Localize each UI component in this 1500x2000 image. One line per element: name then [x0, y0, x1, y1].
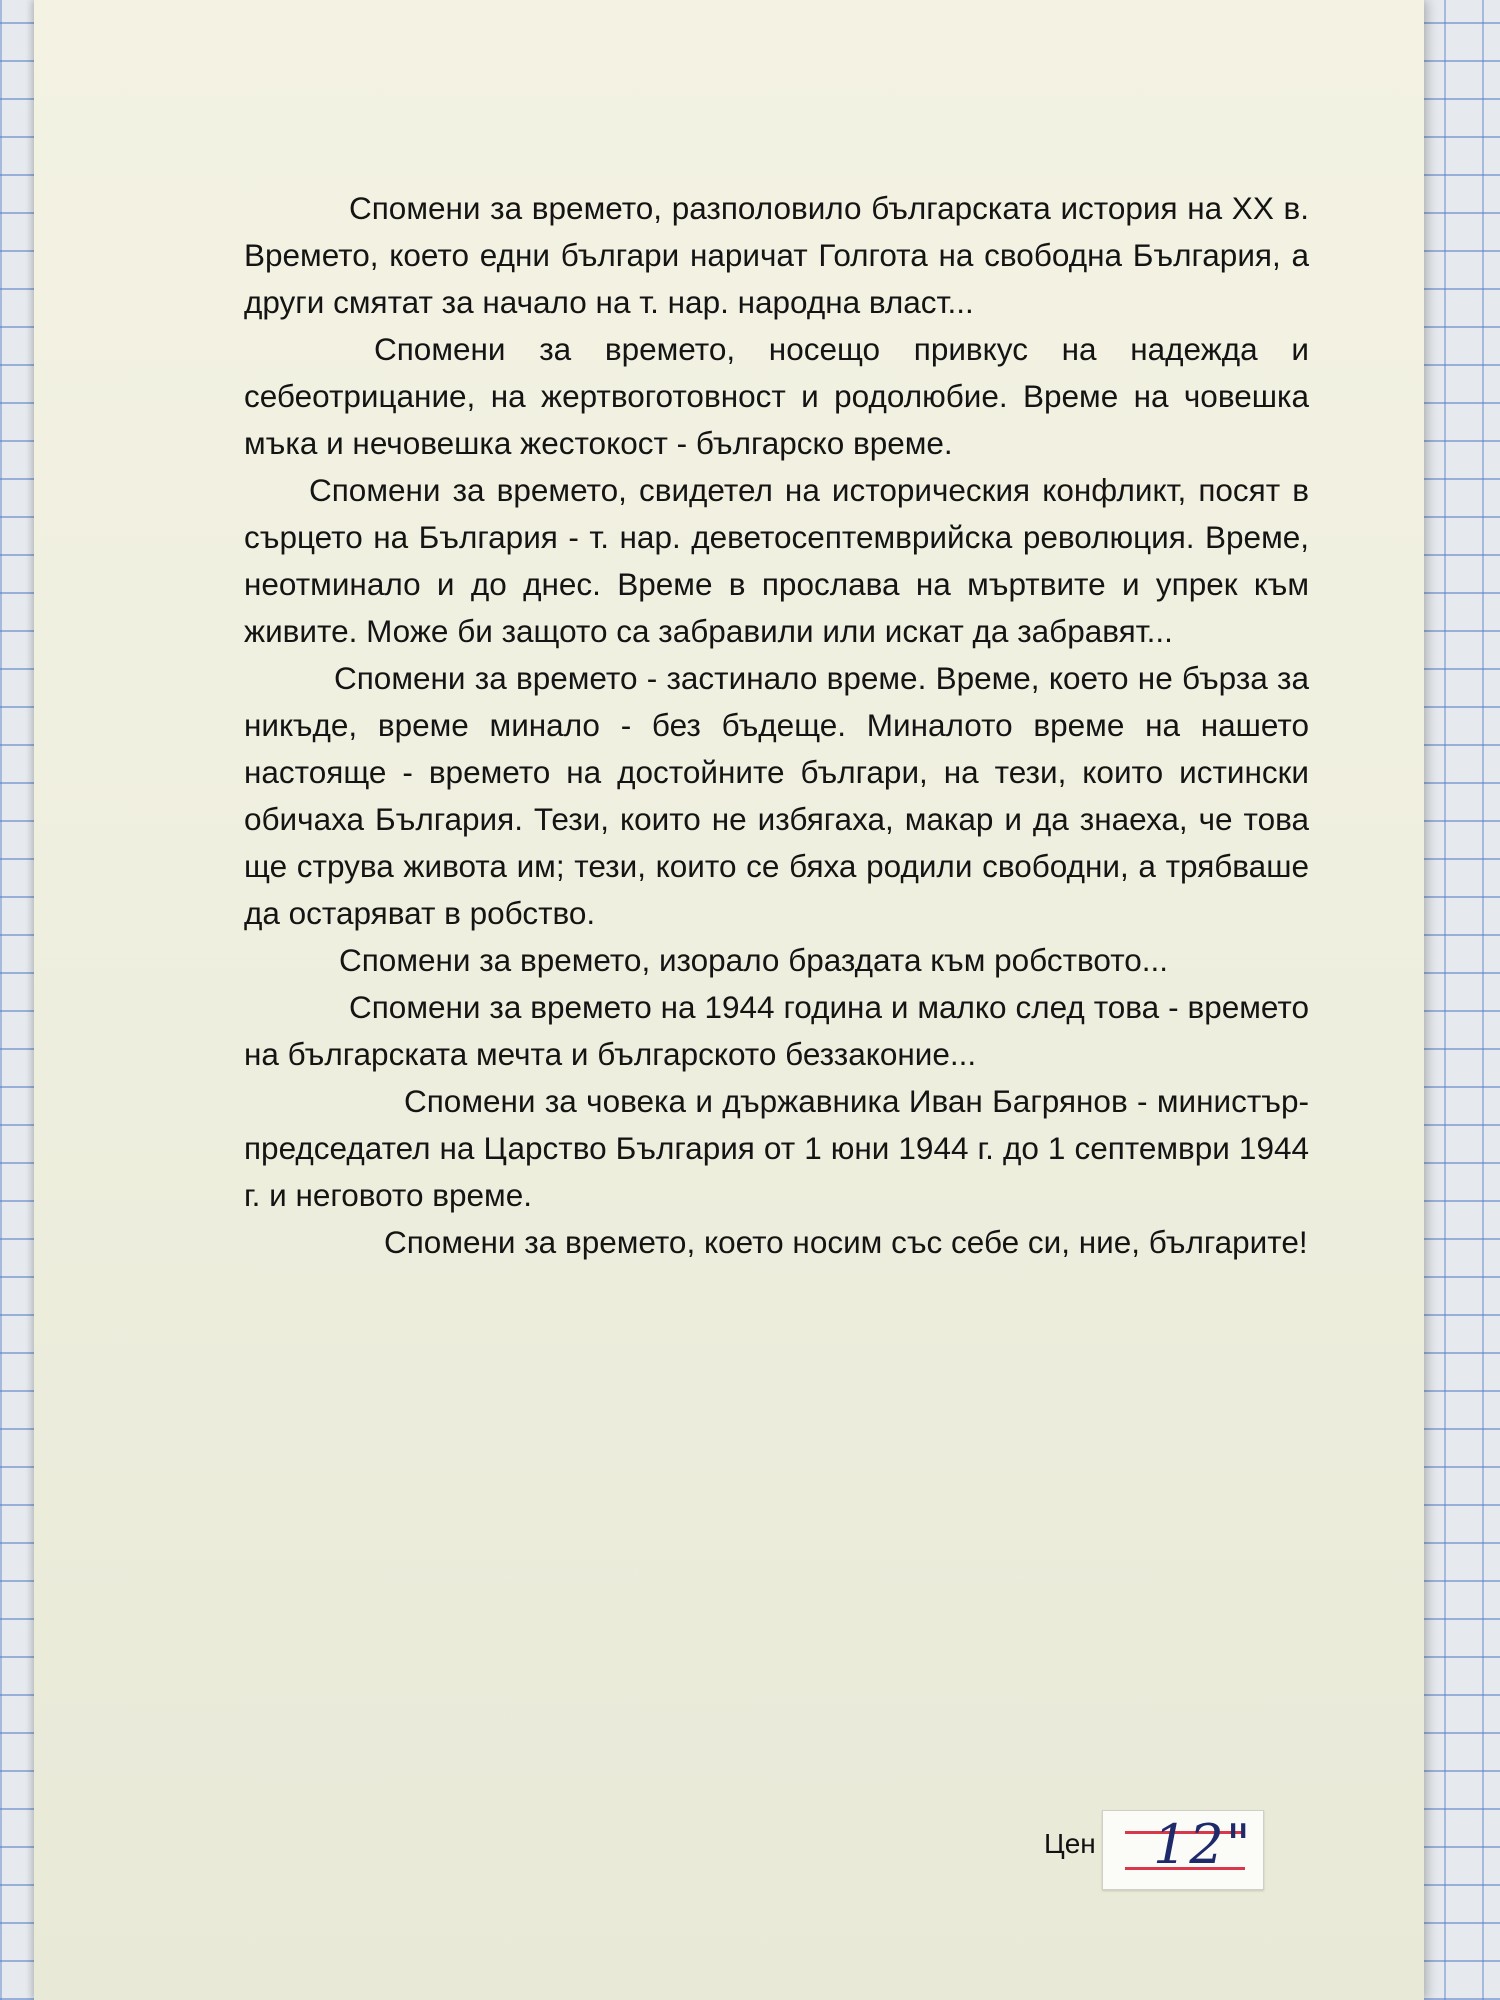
paragraph-3: Спомени за времето, свидетел на историческия конфликт, посят в сърцето на България - т. нар. деветосептемврийска революция. Време, неотминало и до днес. Време в прослава на мъртвите и упрек към живите. Може би защото са забравили или искат да забравят...: [244, 472, 1309, 649]
paragraph-4: Спомени за времето - застинало време. Време, което не бърза за никъде, време минало - без бъдеще. Миналото време на нашето настояще - времето на достойните българи, на тези, които истински обичаха България. Тези, които не избягаха, макар и да знаеха, че това ще струва живота им; тези, които се бяха родили свободни, а трябваше да остаряват в робство.: [244, 660, 1309, 931]
paragraph-6: Спомени за времето на 1944 година и малко след това - времето на българската мечта и българското беззаконие...: [244, 989, 1309, 1072]
paragraph-2: Спомени за времето, носещо привкус на надежда и себеотрицание, на жертвоготовност и родолюбие. Време на човешка мъка и нечовешка жестокост - българско време.: [244, 331, 1309, 461]
price-sticker: [1102, 1810, 1264, 1890]
handwritten-price: 12": [1153, 1813, 1253, 1876]
price-label: Цен: [1044, 1828, 1096, 1859]
paragraph-7: Спомени за човека и държавника Иван Багрянов - министър-председател на Царство България от 1 юни 1944 г. до 1 септември 1944 г. и неговото време.: [244, 1083, 1309, 1213]
paragraph-1: Спомени за времето, разполовило българската история на XX в. Времето, което едни българи наричат Голгота на свободна България, а други смятат за начало на т. нар. народна власт...: [244, 190, 1309, 320]
price-area: [1044, 1810, 1304, 1890]
book-back-cover: [34, 0, 1424, 2000]
paragraph-8: Спомени за времето, което носим със себе си, ние, българите!: [384, 1224, 1308, 1260]
paragraph-5: Спомени за времето, изорало браздата към робството...: [339, 942, 1169, 978]
blurb-text: [244, 185, 1309, 1266]
